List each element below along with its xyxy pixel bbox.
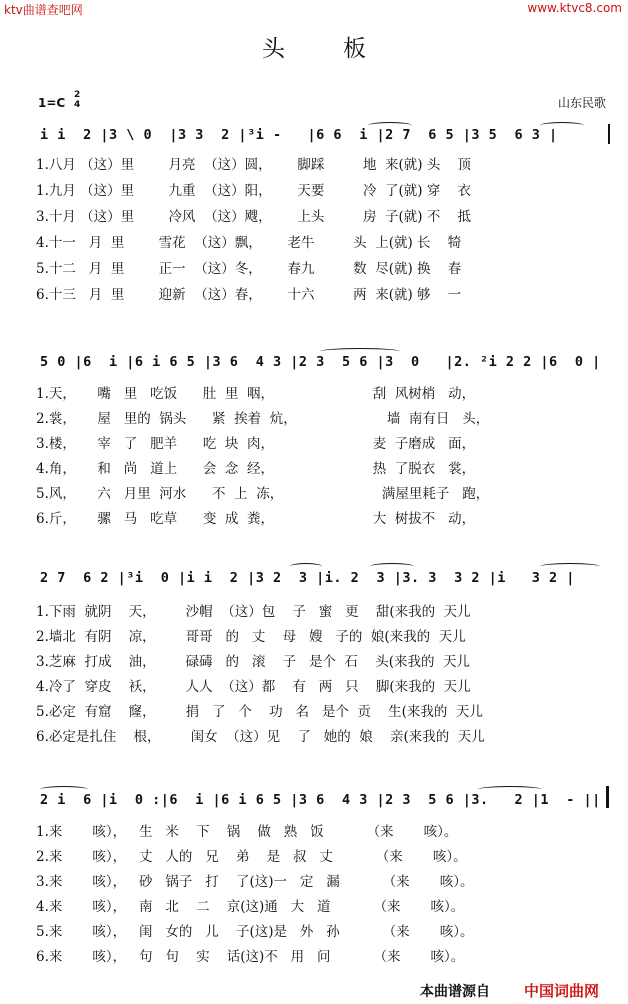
time-signature [74, 90, 80, 110]
lyric-line: 4.冷了 穿皮 袄， 人人 （这）都 有 两 只 脚(来我的 天儿 [36, 679, 471, 695]
song-title: 头板 [262, 36, 424, 62]
lyric-line: 2.来 咳）， 丈 人的 兄 弟 是 叔 丈 （来 咳）。 [36, 849, 467, 865]
lyric-line: 4.来 咳）， 南 北 二 京(这)通 大 道 （来 咳）。 [36, 899, 465, 915]
lyric-line: 1.九月 （这）里 九重 （这）阳， 天要 冷 了(就) 穿 衣 [36, 183, 472, 199]
lyric-line: 5.十二 月 里 正一 （这）冬， 春九 数 尽(就) 换 春 [36, 261, 462, 277]
lyric-line: 1.天， 嘴 里 吃饭 肚 里 咽， 刮 风树梢 动， [36, 386, 476, 402]
final-bar-line [606, 786, 609, 808]
lyric-line: 3.十月 （这）里 冷风 （这）飕， 上头 房 子(就) 不 抵 [36, 209, 472, 225]
lyric-line: 3.来 咳）， 砂 锅子 打 了(这)一 定 漏 （来 咳）。 [36, 874, 474, 890]
lyric-line: 4.十一 月 里 雪花 （这）飘， 老牛 头 上(就) 长 犄 [36, 235, 462, 251]
slur-mark [368, 122, 412, 129]
lyric-line: 1.八月 （这）里 月亮 （这）圆， 脚踩 地 来(就) 头 顶 [36, 157, 472, 173]
lyric-line: 5.来 咳）， 闺 女的 儿 子(这)是 外 孙 （来 咳）。 [36, 924, 474, 940]
slur-mark [540, 563, 600, 570]
lyric-line: 3.楼， 宰 了 肥羊 吃 块 肉， 麦 子磨成 面， [36, 436, 476, 452]
lyric-line: 3.芝麻 打成 油， 碌碡 的 滚 子 是个 石 头(来我的 天儿 [36, 654, 471, 670]
slur-mark [290, 563, 322, 570]
lyric-line: 6.十三 月 里 迎新 （这）春， 十六 两 来(就) 够 一 [36, 287, 462, 303]
lyric-line: 5.必定 有窟 窿， 捐 了 个 功 名 是个 贡 生(来我的 天儿 [36, 704, 483, 720]
lyric-line: 6.来 咳）， 句 句 实 话(这)不 用 问 （来 咳）。 [36, 949, 465, 965]
notation-line-2: 5 0 |6 i |6 i 6 5 |3 6 4 3 |2 3 5 6 |3 0 |2. ²i 2 2 |6 0 | [40, 354, 601, 370]
lyric-line: 6.必定是扎住 根， 闺女 （这）见 了 她的 娘 亲(来我的 天儿 [36, 729, 485, 745]
notation-line-1: i i 2 |3 \ 0 |3 3 2 |³i - |6 6 i |2 7 6 5 |3 5 6 3 | [40, 127, 558, 143]
lyric-line: 6.斤， 骡 马 吃草 变 成 粪， 大 树拔不 动， [36, 511, 476, 527]
notation-line-4: 2 i 6 |i 0 :|6 i |6 i 6 5 |3 6 4 3 |2 3 5 6 |3. 2 |1 - || [40, 792, 601, 808]
slur-mark [40, 786, 88, 793]
key-signature: 1=C [38, 96, 66, 110]
slur-mark [320, 348, 400, 355]
source-label: 山东民歌 [557, 96, 606, 110]
lyric-line: 1.下雨 就阴 天， 沙帽 （这）包 子 蜜 更 甜(来我的 天儿 [36, 604, 471, 620]
slur-mark [540, 122, 584, 129]
site-header-url[interactable]: www.ktvc8.com [527, 1, 622, 15]
lyric-line: 4.角， 和 尚 道上 会 念 经， 热 了脱衣 裳， [36, 461, 476, 477]
footer-site-name[interactable]: 中国词曲网 [524, 982, 600, 1000]
lyric-line: 2.裳， 屋 里的 锅头 紧 挨着 炕， 墙 南有日 头， [36, 411, 490, 427]
bar-line [608, 124, 610, 144]
lyric-line: 2.墙北 有阴 凉， 哥哥 的 丈 母 嫂 子的 娘(来我的 天儿 [36, 629, 466, 645]
time-signature-top: 2 [74, 90, 81, 100]
lyric-line: 1.来 咳）， 生 米 下 锅 做 熟 饭 （来 咳）。 [36, 824, 458, 840]
slur-mark [478, 786, 542, 793]
site-header-left: ktv曲谱查吧网 [4, 3, 83, 17]
footer-source-text: 本曲谱源自 [420, 984, 490, 1000]
lyric-line: 5.风， 六 月里 河水 不 上 冻， 满屋里耗子 跑， [36, 486, 490, 502]
time-signature-bottom: 4 [74, 100, 81, 110]
notation-line-3: 2 7 6 2 |³i 0 |i i 2 |3 2 3 |i. 2 3 |3. 3 3 2 |i 3 2 | [40, 570, 575, 586]
slur-mark [370, 563, 414, 570]
